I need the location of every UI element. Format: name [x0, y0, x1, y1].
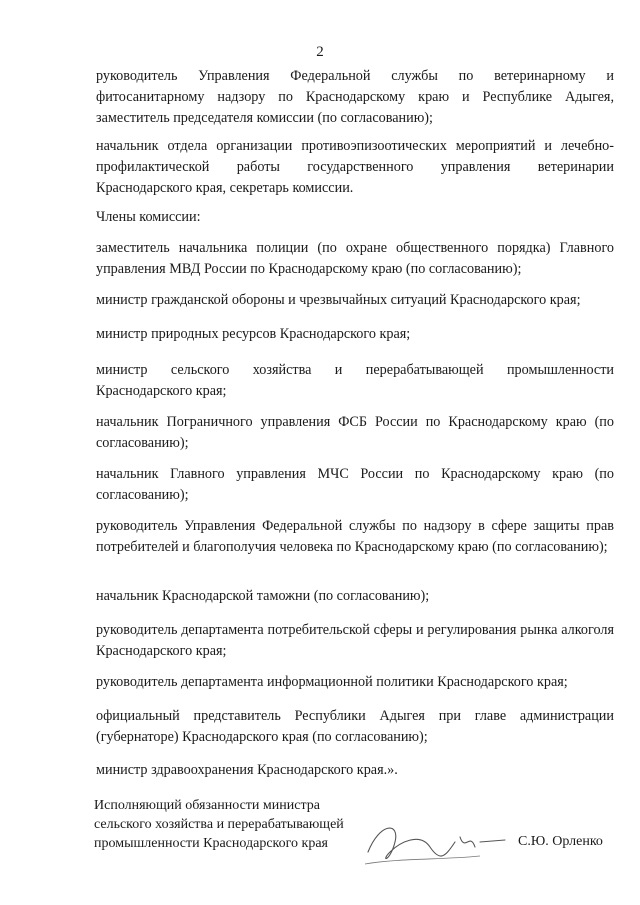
handwritten-signature	[360, 812, 510, 872]
member-item: руководитель Управления Федеральной службы по надзору в сфере защиты прав потребителей и благополучия человека по Краснодарскому краю (по согласованию);	[96, 518, 614, 555]
member-item: руководитель департамента информационной политики Краснодарского края;	[96, 674, 568, 690]
signer-name: С.Ю. Орленко	[518, 834, 603, 849]
page-number: 2	[316, 44, 324, 60]
member-item: официальный представитель Республики Адыгея при главе администрации (губернаторе) Краснодарского края (по согласованию);	[96, 708, 614, 745]
member-item: начальник Пограничного управления ФСБ России по Краснодарскому краю (по согласованию);	[96, 414, 614, 451]
member-item: министр природных ресурсов Краснодарского края;	[96, 326, 411, 342]
paragraph-vice-chair: руководитель Управления Федеральной службы по ветеринарному и фитосанитарному надзору по Краснодарскому краю и Республике Адыгея, заместитель председателя комиссии (по согласованию);	[96, 68, 614, 126]
member-item: заместитель начальника полиции (по охране общественного порядка) Главного управления МВД России по Краснодарскому краю (по согласованию);	[96, 240, 614, 277]
member-item: министр гражданской обороны и чрезвычайных ситуаций Краснодарского края;	[96, 292, 581, 308]
signature-title-line: промышленности Краснодарского края	[94, 836, 328, 851]
members-heading: Члены комиссии:	[96, 209, 201, 225]
member-item: начальник Главного управления МЧС России по Краснодарскому краю (по согласованию);	[96, 466, 614, 503]
signature-title	[94, 796, 344, 853]
member-item: начальник Краснодарской таможни (по согласованию);	[96, 588, 430, 604]
member-item: руководитель департамента потребительской сферы и регулирования рынка алкоголя Краснодарского края;	[96, 622, 614, 659]
member-item: министр сельского хозяйства и перерабатывающей промышленности Краснодарского края;	[96, 362, 614, 399]
signature-title-line: сельского хозяйства и перерабатывающей	[94, 817, 344, 832]
member-item: министр здравоохранения Краснодарского края.».	[96, 762, 398, 778]
signature-title-line: Исполняющий обязанности министра	[94, 798, 320, 813]
paragraph-secretary: начальник отдела организации противоэпизоотических мероприятий и лечебно-профилактической работы государственного управления ветеринарии Краснодарского края, секретарь комиссии.	[96, 138, 614, 196]
